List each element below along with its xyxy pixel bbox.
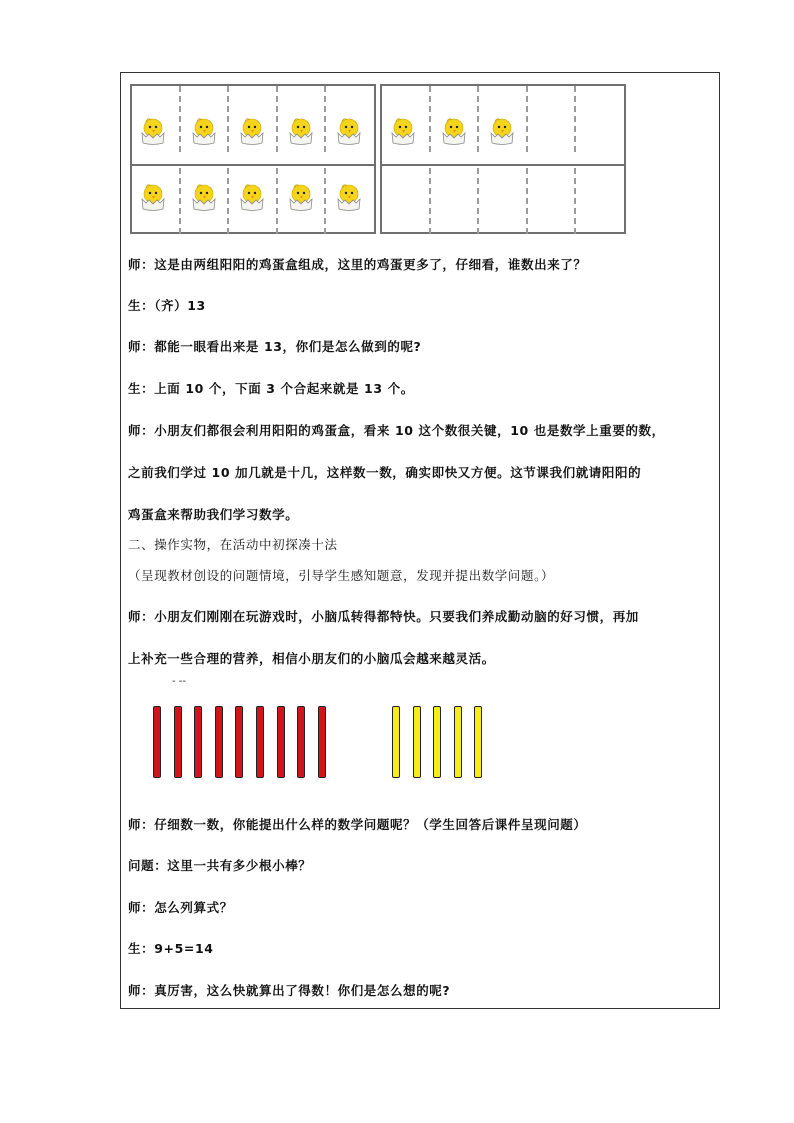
egg-crate-1 xyxy=(130,84,376,232)
yellow-stick xyxy=(474,706,482,778)
chick-in-eggshell-icon xyxy=(334,116,364,146)
teacher-line-2: 师：都能一眼看出来是 13，你们是怎么做到的呢? xyxy=(128,339,422,354)
red-stick xyxy=(297,706,305,778)
teacher-line-3: 师：小朋友们都很会利用阳阳的鸡蛋盒，看来 10 这个数很关键，10 也是数学上重要的数， xyxy=(128,423,665,438)
red-stick xyxy=(194,706,202,778)
chick-in-eggshell-icon xyxy=(237,116,267,146)
crate-slot xyxy=(276,168,325,234)
crate-slot xyxy=(477,168,526,234)
chick-in-eggshell-icon xyxy=(334,182,364,212)
figure-marks: - -- xyxy=(172,676,187,687)
crate-slot xyxy=(130,168,179,234)
yellow-stick xyxy=(413,706,421,778)
red-stick xyxy=(215,706,223,778)
crate-slot xyxy=(429,168,478,234)
crate-slot xyxy=(227,86,276,152)
teacher-line-5: 师：仔细数一数，你能提出什么样的数学问题呢？（学生回答后课件呈现问题） xyxy=(128,817,587,832)
teacher-line-7: 师：真厉害，这么快就算出了得数！你们是怎么想的呢? xyxy=(128,983,451,998)
question-line: 问题：这里一共有多少根小棒？ xyxy=(128,858,312,873)
yellow-stick xyxy=(433,706,441,778)
crate-slot xyxy=(477,86,526,152)
chick-in-eggshell-icon xyxy=(439,116,469,146)
student-line-1: 生：（齐）13 xyxy=(128,298,206,313)
chick-in-eggshell-icon xyxy=(189,182,219,212)
egg-crate-2 xyxy=(380,84,626,232)
crate-slot xyxy=(574,86,623,152)
crate-slot xyxy=(179,168,228,234)
crate-slot xyxy=(324,168,373,234)
chick-in-eggshell-icon xyxy=(189,116,219,146)
crate-edge xyxy=(374,84,376,232)
chick-in-eggshell-icon xyxy=(237,182,267,212)
egg-crates-figure xyxy=(130,84,626,234)
crate-slot xyxy=(179,86,228,152)
yellow-stick xyxy=(392,706,400,778)
student-line-2: 生：上面 10 个，下面 3 个合起来就是 13 个。 xyxy=(128,381,414,396)
counting-sticks-figure xyxy=(150,676,490,786)
red-stick xyxy=(256,706,264,778)
crate-border-line xyxy=(130,164,376,166)
student-line-3: 生：9+5=14 xyxy=(128,941,214,956)
teacher-line-3-cont: 之前我们学过 10 加几就是十几，这样数一数，确实即快又方便。这节课我们就请阳阳的 xyxy=(128,465,642,480)
design-note: （呈现教材创设的问题情境，引导学生感知题意，发现并提出数学问题。） xyxy=(128,568,555,583)
crate-edge xyxy=(624,84,626,232)
teacher-line-4: 师：小朋友们刚刚在玩游戏时，小脑瓜转得都特快。只要我们养成勤动脑的好习惯，再加 xyxy=(128,609,639,624)
red-stick xyxy=(277,706,285,778)
red-stick xyxy=(174,706,182,778)
chick-in-eggshell-icon xyxy=(487,116,517,146)
crate-slot xyxy=(429,86,478,152)
crate-slot xyxy=(380,168,429,234)
teacher-line-4-cont: 上补充一些合理的营养，相信小朋友们的小脑瓜会越来越灵活。 xyxy=(128,651,495,666)
teacher-line-6: 师：怎么列算式？ xyxy=(128,900,233,915)
crate-slot xyxy=(227,168,276,234)
teacher-line-3-end: 鸡蛋盒来帮助我们学习数学。 xyxy=(128,507,299,522)
crate-slot xyxy=(526,86,575,152)
chick-in-eggshell-icon xyxy=(286,116,316,146)
crate-slot xyxy=(380,86,429,152)
chick-in-eggshell-icon xyxy=(388,116,418,146)
crate-slot xyxy=(574,168,623,234)
chick-in-eggshell-icon xyxy=(138,116,168,146)
crate-border-line xyxy=(380,164,626,166)
crate-slot xyxy=(130,86,179,152)
red-stick xyxy=(318,706,326,778)
red-stick xyxy=(153,706,161,778)
section-heading: 二、操作实物，在活动中初探凑十法 xyxy=(128,537,338,552)
crate-slot xyxy=(276,86,325,152)
crate-slot xyxy=(526,168,575,234)
crate-slot xyxy=(324,86,373,152)
teacher-line-1: 师：这是由两组阳阳的鸡蛋盒组成，这里的鸡蛋更多了，仔细看，谁数出来了？ xyxy=(128,257,587,272)
chick-in-eggshell-icon xyxy=(138,182,168,212)
red-stick xyxy=(235,706,243,778)
yellow-stick xyxy=(454,706,462,778)
chick-in-eggshell-icon xyxy=(286,182,316,212)
